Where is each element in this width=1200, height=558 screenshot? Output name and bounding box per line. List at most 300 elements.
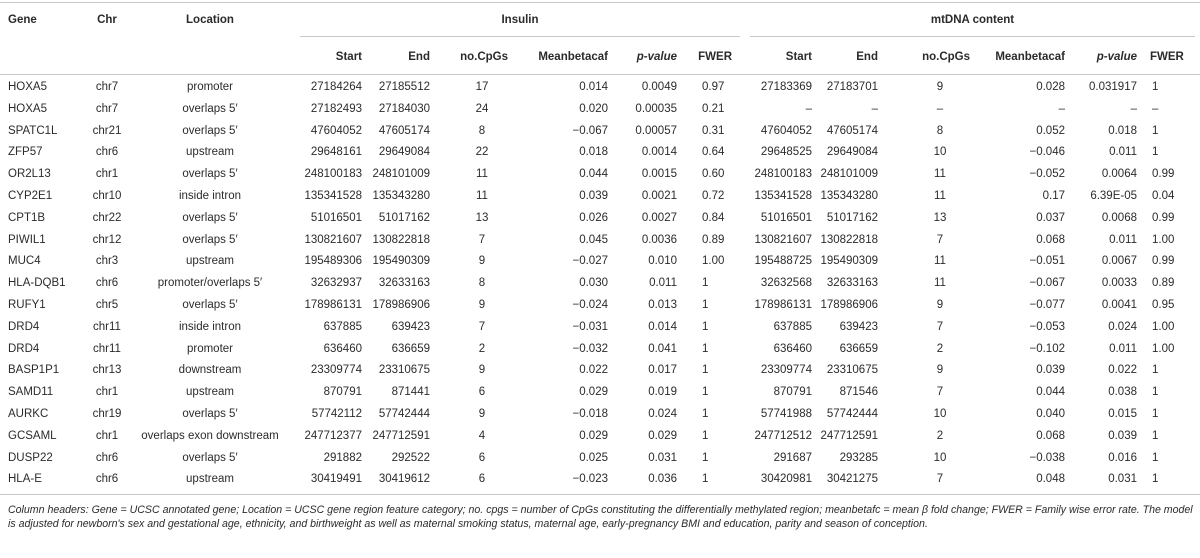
- cell-m-cpgs: 10: [933, 408, 947, 420]
- cell-chr: chr6: [95, 452, 119, 464]
- cell-gene: BASP1P1: [8, 364, 60, 376]
- cell-chr: chr19: [92, 408, 122, 420]
- cell-m-cpgs: –: [936, 103, 944, 115]
- cell-location: downstream: [178, 364, 242, 376]
- cell-gene: MUC4: [8, 255, 41, 267]
- cell-m-start: 195488725: [754, 255, 812, 267]
- cell-m-end: 195490309: [820, 255, 878, 267]
- cell-m-start: 130821607: [754, 234, 812, 246]
- cell-i-start: 637885: [323, 321, 362, 333]
- cell-m-cpgs: 10: [933, 146, 947, 158]
- cell-gene: HOXA5: [8, 103, 47, 115]
- cell-gene: HLA-DQB1: [8, 277, 66, 289]
- cell-i-end: 178986906: [372, 299, 430, 311]
- cell-location: overlaps 5′: [182, 299, 238, 311]
- cell-i-p: 0.0015: [641, 168, 677, 180]
- cell-i-end: 27184030: [378, 103, 430, 115]
- cell-gene: DRD4: [8, 321, 40, 333]
- cell-i-end: 639423: [391, 321, 430, 333]
- header-insulin: Insulin: [501, 14, 539, 26]
- cell-location: overlaps 5′: [182, 408, 238, 420]
- cell-m-fwer: 0.99: [1152, 212, 1175, 224]
- cell-m-mean: –: [1058, 103, 1065, 115]
- cell-i-fwer: 1: [702, 408, 709, 420]
- cell-m-end: 29649084: [826, 146, 878, 158]
- cell-m-start: 291687: [773, 452, 812, 464]
- cell-chr: chr11: [93, 321, 121, 333]
- cell-location: overlaps 5′: [182, 125, 238, 137]
- cell-m-start: 57741988: [760, 408, 812, 420]
- cell-chr: chr10: [92, 190, 122, 202]
- cell-chr: chr11: [93, 343, 121, 355]
- cell-i-cpgs: 7: [478, 234, 486, 246]
- table-footnote: Column headers: Gene = UCSC annotated gene; Location = UCSC gene region feature category; no. cpgs = number of CpGs constituting the differentially methylated region; meanbetafc = mean β fold change; FWER = Family wise error rate. The model is adjusted for newborn's sex and gestational age, ethnicity, and birthweight as well as maternal smoking status, maternal age, early-pregnancy BMI and education, parity and season of conception.: [8, 504, 1193, 530]
- cell-i-fwer: 1: [702, 386, 709, 398]
- header-insulin-end: End: [408, 51, 430, 63]
- cell-chr: chr1: [95, 168, 119, 180]
- cell-m-cpgs: 11: [934, 277, 946, 289]
- cell-m-start: 29648525: [760, 146, 812, 158]
- cell-m-fwer: 1.00: [1152, 321, 1175, 333]
- cell-i-start: 870791: [323, 386, 362, 398]
- cell-m-p: 0.024: [1108, 321, 1137, 333]
- cell-i-p: 0.017: [648, 364, 677, 376]
- cell-i-mean: −0.031: [572, 321, 608, 333]
- cell-m-mean: 0.17: [1042, 190, 1065, 202]
- cell-i-start: 291882: [323, 452, 362, 464]
- cell-location: promoter: [186, 343, 234, 355]
- cell-m-end: 130822818: [820, 234, 878, 246]
- cell-i-fwer: 0.21: [702, 103, 725, 115]
- cell-i-mean: 0.030: [579, 277, 608, 289]
- cell-m-cpgs: 13: [933, 212, 947, 224]
- cell-m-cpgs: 7: [936, 473, 944, 485]
- cell-i-mean: 0.029: [579, 430, 608, 442]
- cell-m-end: 247712591: [820, 430, 878, 442]
- cell-i-cpgs: 9: [478, 299, 486, 311]
- cell-i-fwer: 1: [702, 277, 709, 289]
- cell-i-fwer: 0.84: [702, 212, 725, 224]
- cell-i-fwer: 1: [702, 430, 709, 442]
- cell-chr: chr7: [95, 103, 119, 115]
- cell-m-mean: −0.052: [1029, 168, 1065, 180]
- cell-m-fwer: 1: [1152, 452, 1159, 464]
- cell-i-cpgs: 8: [478, 125, 486, 137]
- cell-m-fwer: 1: [1152, 125, 1159, 137]
- cell-m-fwer: 0.89: [1152, 277, 1175, 289]
- cell-m-mean: −0.067: [1029, 277, 1065, 289]
- cell-m-fwer: 1.00: [1152, 343, 1175, 355]
- cell-gene: RUFY1: [8, 299, 46, 311]
- cell-location: inside intron: [178, 190, 241, 202]
- cell-m-fwer: 1: [1152, 408, 1159, 420]
- cell-m-end: 23310675: [826, 364, 878, 376]
- cell-m-mean: −0.102: [1029, 343, 1065, 355]
- cell-i-p: 0.0036: [641, 234, 677, 246]
- header-chr: Chr: [97, 14, 117, 26]
- cell-location: upstream: [186, 386, 234, 398]
- cell-m-end: 178986906: [820, 299, 878, 311]
- cell-i-fwer: 1: [702, 452, 709, 464]
- cell-m-mean: 0.040: [1036, 408, 1065, 420]
- cell-i-cpgs: 7: [478, 321, 486, 333]
- bottom-rule: [0, 494, 1200, 495]
- cell-m-fwer: 1.00: [1152, 234, 1175, 246]
- cell-location: inside intron: [178, 321, 241, 333]
- cell-chr: chr22: [92, 212, 122, 224]
- cell-i-p: 0.0021: [641, 190, 677, 202]
- cell-i-p: 0.0049: [641, 81, 677, 93]
- cell-i-p: 0.041: [648, 343, 677, 355]
- cell-i-mean: 0.045: [579, 234, 608, 246]
- cell-i-cpgs: 6: [478, 452, 486, 464]
- cell-i-mean: 0.026: [579, 212, 608, 224]
- cell-m-p: 6.39E-05: [1090, 190, 1137, 202]
- cell-chr: chr21: [92, 125, 122, 137]
- cell-m-cpgs: 10: [933, 452, 947, 464]
- header-insulin-cpgs: no.CpGs: [460, 51, 508, 63]
- cell-m-start: 23309774: [760, 364, 812, 376]
- cell-m-end: 51017162: [826, 212, 878, 224]
- cell-i-cpgs: 13: [475, 212, 489, 224]
- insulin-group-rule: [300, 36, 740, 37]
- cell-location: overlaps 5′: [182, 168, 238, 180]
- cell-gene: DUSP22: [8, 452, 53, 464]
- cell-i-cpgs: 8: [478, 277, 486, 289]
- cell-m-fwer: 1: [1152, 364, 1159, 376]
- cell-chr: chr6: [95, 146, 119, 158]
- cell-m-start: 30420981: [760, 473, 812, 485]
- cell-i-p: 0.010: [648, 255, 677, 267]
- cell-m-p: 0.039: [1108, 430, 1137, 442]
- cell-m-cpgs: 9: [936, 81, 944, 93]
- cell-location: upstream: [186, 473, 234, 485]
- cell-gene: CYP2E1: [8, 190, 53, 202]
- cell-m-end: 871546: [839, 386, 878, 398]
- header-mtdna: mtDNA content: [930, 14, 1015, 26]
- cell-m-mean: −0.038: [1029, 452, 1065, 464]
- cell-m-start: 32632568: [760, 277, 812, 289]
- cell-m-fwer: 0.99: [1152, 255, 1175, 267]
- cell-location: overlaps 5′: [182, 234, 238, 246]
- cell-m-cpgs: 7: [936, 234, 944, 246]
- cell-m-mean: −0.046: [1029, 146, 1065, 158]
- cell-m-cpgs: 7: [936, 386, 944, 398]
- cell-gene: HLA-E: [8, 473, 42, 485]
- cell-i-p: 0.029: [648, 430, 677, 442]
- cell-m-cpgs: 8: [936, 125, 944, 137]
- header-mtdna-start: Start: [785, 51, 812, 63]
- cell-m-cpgs: 2: [936, 430, 944, 442]
- cell-i-fwer: 0.89: [702, 234, 725, 246]
- cell-gene: DRD4: [8, 343, 40, 355]
- cell-i-end: 57742444: [378, 408, 430, 420]
- cell-m-end: 639423: [839, 321, 878, 333]
- cell-m-fwer: –: [1152, 103, 1159, 115]
- cell-m-fwer: 0.95: [1152, 299, 1175, 311]
- cell-gene: ZFP57: [8, 146, 43, 158]
- cell-chr: chr7: [95, 81, 119, 93]
- cell-chr: chr6: [95, 473, 119, 485]
- cell-i-p: 0.011: [649, 277, 677, 289]
- cell-i-mean: −0.067: [572, 125, 608, 137]
- cell-m-end: 636659: [839, 343, 878, 355]
- cell-location: upstream: [186, 146, 234, 158]
- cell-i-end: 29649084: [378, 146, 430, 158]
- cell-m-p: –: [1130, 103, 1137, 115]
- cell-m-start: 135341528: [754, 190, 812, 202]
- cell-m-p: 0.011: [1109, 343, 1137, 355]
- cell-i-cpgs: 24: [475, 103, 489, 115]
- cell-gene: HOXA5: [8, 81, 47, 93]
- cell-i-start: 57742112: [311, 408, 362, 420]
- cell-i-fwer: 1: [702, 364, 709, 376]
- cell-i-end: 248101009: [372, 168, 430, 180]
- cell-m-cpgs: 11: [934, 190, 946, 202]
- cell-i-fwer: 0.97: [702, 81, 725, 93]
- cell-i-cpgs: 4: [478, 430, 486, 442]
- cell-m-mean: 0.039: [1036, 364, 1065, 376]
- cell-i-start: 51016501: [310, 212, 362, 224]
- cell-location: overlaps 5′: [182, 452, 238, 464]
- cell-i-end: 51017162: [378, 212, 430, 224]
- cell-i-start: 195489306: [304, 255, 362, 267]
- cell-i-start: 135341528: [304, 190, 362, 202]
- cell-gene: GCSAML: [8, 430, 57, 442]
- cell-i-cpgs: 9: [478, 364, 486, 376]
- cell-i-fwer: 0.60: [702, 168, 725, 180]
- cell-m-start: 47604052: [760, 125, 812, 137]
- cell-m-end: 27183701: [826, 81, 878, 93]
- cell-i-mean: 0.044: [579, 168, 608, 180]
- cell-i-start: 247712377: [304, 430, 362, 442]
- cell-m-p: 0.0068: [1101, 212, 1137, 224]
- cell-chr: chr3: [95, 255, 119, 267]
- cell-i-end: 32633163: [378, 277, 430, 289]
- cell-m-end: 47605174: [826, 125, 878, 137]
- cell-i-start: 130821607: [304, 234, 362, 246]
- cell-i-end: 30419612: [378, 473, 430, 485]
- cell-i-p: 0.036: [648, 473, 677, 485]
- cell-i-p: 0.014: [648, 321, 677, 333]
- cell-i-mean: 0.020: [579, 103, 608, 115]
- cell-i-start: 47604052: [310, 125, 362, 137]
- cell-m-start: 870791: [773, 386, 812, 398]
- cell-m-p: 0.031: [1108, 473, 1137, 485]
- cell-m-p: 0.011: [1109, 234, 1137, 246]
- cell-m-mean: 0.068: [1036, 430, 1065, 442]
- cell-chr: chr5: [95, 299, 119, 311]
- cell-i-end: 23310675: [378, 364, 430, 376]
- cell-i-mean: 0.039: [579, 190, 608, 202]
- cell-i-fwer: 1.00: [702, 255, 725, 267]
- cell-m-cpgs: 11: [934, 255, 946, 267]
- top-rule: [0, 2, 1200, 3]
- cell-chr: chr1: [95, 430, 119, 442]
- cell-gene: OR2L13: [8, 168, 51, 180]
- cell-m-p: 0.0064: [1101, 168, 1137, 180]
- cell-m-p: 0.015: [1108, 408, 1137, 420]
- cell-i-mean: 0.029: [579, 386, 608, 398]
- cell-location: overlaps 5′: [182, 103, 238, 115]
- cell-m-p: 0.038: [1108, 386, 1137, 398]
- cell-i-mean: 0.014: [579, 81, 608, 93]
- cell-i-mean: −0.018: [572, 408, 608, 420]
- cell-m-fwer: 1: [1152, 430, 1159, 442]
- header-insulin-start: Start: [335, 51, 362, 63]
- cell-i-start: 32632937: [310, 277, 362, 289]
- cell-gene: AURKC: [8, 408, 49, 420]
- cell-chr: chr13: [92, 364, 122, 376]
- cell-location: upstream: [186, 255, 234, 267]
- cell-location: overlaps 5′: [182, 212, 238, 224]
- cell-m-p: 0.016: [1108, 452, 1137, 464]
- cell-i-cpgs: 11: [476, 168, 488, 180]
- header-insulin-fwer: FWER: [698, 51, 732, 63]
- cell-i-start: 636460: [323, 343, 362, 355]
- cell-i-start: 248100183: [304, 168, 362, 180]
- cell-i-end: 135343280: [372, 190, 430, 202]
- header-mtdna-fwer: FWER: [1150, 51, 1184, 63]
- cell-i-end: 636659: [391, 343, 430, 355]
- cell-i-end: 195490309: [372, 255, 430, 267]
- cell-m-start: 247712512: [754, 430, 812, 442]
- cell-i-cpgs: 11: [476, 190, 488, 202]
- cell-i-p: 0.013: [648, 299, 677, 311]
- cell-i-end: 130822818: [372, 234, 430, 246]
- cell-i-fwer: 0.64: [702, 146, 725, 158]
- cell-m-p: 0.031917: [1089, 81, 1137, 93]
- cell-i-p: 0.00057: [635, 125, 677, 137]
- cell-location: promoter/overlaps 5′: [157, 277, 263, 289]
- cell-i-p: 0.0014: [641, 146, 677, 158]
- cell-m-fwer: 0.04: [1152, 190, 1175, 202]
- cell-i-p: 0.024: [648, 408, 677, 420]
- cell-i-mean: 0.022: [579, 364, 608, 376]
- cell-m-fwer: 0.99: [1152, 168, 1175, 180]
- cell-location: overlaps exon downstream: [141, 430, 279, 442]
- header-bottom-rule: [0, 74, 1200, 75]
- cell-i-cpgs: 9: [478, 255, 486, 267]
- cell-m-end: 57742444: [826, 408, 878, 420]
- cell-m-start: 248100183: [754, 168, 812, 180]
- header-insulin-pvalue: p-value: [636, 51, 677, 63]
- cell-m-fwer: 1: [1152, 81, 1159, 93]
- cell-gene: CPT1B: [8, 212, 46, 224]
- cell-m-cpgs: 2: [936, 343, 944, 355]
- cell-m-cpgs: 9: [936, 364, 944, 376]
- header-gene: Gene: [8, 14, 37, 26]
- cell-i-start: 29648161: [310, 146, 362, 158]
- cell-i-fwer: 1: [702, 473, 709, 485]
- header-mtdna-pvalue: p-value: [1096, 51, 1137, 63]
- cell-i-mean: −0.023: [572, 473, 608, 485]
- cell-m-fwer: 1: [1152, 473, 1159, 485]
- header-insulin-mean: Meanbetacaf: [538, 51, 608, 63]
- cell-m-mean: 0.052: [1036, 125, 1065, 137]
- cell-m-start: –: [805, 103, 812, 115]
- cell-m-p: 0.011: [1109, 146, 1137, 158]
- cell-i-mean: 0.025: [579, 452, 608, 464]
- cell-m-fwer: 1: [1152, 146, 1159, 158]
- cell-i-p: 0.0027: [641, 212, 677, 224]
- cell-m-end: 293285: [839, 452, 878, 464]
- cell-i-cpgs: 6: [478, 473, 486, 485]
- cell-m-mean: −0.053: [1029, 321, 1065, 333]
- cell-i-p: 0.031: [648, 452, 677, 464]
- cell-i-start: 27182493: [310, 103, 362, 115]
- cell-m-mean: 0.044: [1036, 386, 1065, 398]
- cell-i-cpgs: 2: [478, 343, 486, 355]
- cell-m-mean: −0.077: [1029, 299, 1065, 311]
- cell-m-p: 0.0067: [1101, 255, 1137, 267]
- cell-i-cpgs: 6: [478, 386, 486, 398]
- cell-m-cpgs: 11: [934, 168, 946, 180]
- cell-m-fwer: 1: [1152, 386, 1159, 398]
- cell-m-end: 248101009: [820, 168, 878, 180]
- cell-m-end: 30421275: [826, 473, 878, 485]
- cell-i-end: 292522: [391, 452, 430, 464]
- cell-chr: chr6: [95, 277, 119, 289]
- cell-m-start: 51016501: [760, 212, 812, 224]
- header-location: Location: [186, 14, 234, 26]
- cell-i-p: 0.019: [648, 386, 677, 398]
- cell-i-start: 30419491: [310, 473, 362, 485]
- cell-i-mean: −0.027: [572, 255, 608, 267]
- cell-gene: SAMD11: [8, 386, 54, 398]
- cell-m-cpgs: 7: [936, 321, 944, 333]
- cell-m-p: 0.018: [1108, 125, 1137, 137]
- cell-i-start: 178986131: [304, 299, 362, 311]
- cell-i-fwer: 1: [702, 299, 709, 311]
- cell-m-start: 27183369: [760, 81, 812, 93]
- cell-m-end: –: [871, 103, 878, 115]
- cell-m-p: 0.0033: [1101, 277, 1137, 289]
- mtdna-group-rule: [750, 36, 1195, 37]
- cell-m-cpgs: 9: [936, 299, 944, 311]
- cell-i-mean: 0.018: [579, 146, 608, 158]
- cell-m-mean: −0.051: [1029, 255, 1065, 267]
- cell-i-fwer: 1: [702, 343, 709, 355]
- cell-m-mean: 0.048: [1036, 473, 1065, 485]
- header-mtdna-mean: Meanbetacaf: [995, 51, 1065, 63]
- cell-i-cpgs: 17: [475, 81, 489, 93]
- cell-i-p: 0.00035: [635, 103, 677, 115]
- cell-gene: SPATC1L: [8, 125, 58, 137]
- cell-i-cpgs: 22: [475, 146, 489, 158]
- cell-i-fwer: 0.31: [702, 125, 725, 137]
- cell-location: promoter: [186, 81, 234, 93]
- cell-i-end: 871441: [391, 386, 430, 398]
- header-mtdna-end: End: [856, 51, 878, 63]
- cell-i-start: 27184264: [310, 81, 362, 93]
- cell-m-mean: 0.037: [1036, 212, 1065, 224]
- cell-i-cpgs: 9: [478, 408, 486, 420]
- cell-i-end: 247712591: [372, 430, 430, 442]
- cell-gene: PIWIL1: [8, 234, 46, 246]
- cell-i-end: 27185512: [378, 81, 430, 93]
- cell-i-end: 47605174: [378, 125, 430, 137]
- cell-m-start: 636460: [773, 343, 812, 355]
- cell-m-mean: 0.028: [1036, 81, 1065, 93]
- cell-m-start: 637885: [773, 321, 812, 333]
- cell-m-p: 0.022: [1108, 364, 1137, 376]
- cell-m-p: 0.0041: [1101, 299, 1137, 311]
- cell-i-fwer: 0.72: [702, 190, 725, 202]
- cell-m-end: 135343280: [820, 190, 878, 202]
- cell-i-start: 23309774: [310, 364, 362, 376]
- header-mtdna-cpgs: no.CpGs: [922, 51, 970, 63]
